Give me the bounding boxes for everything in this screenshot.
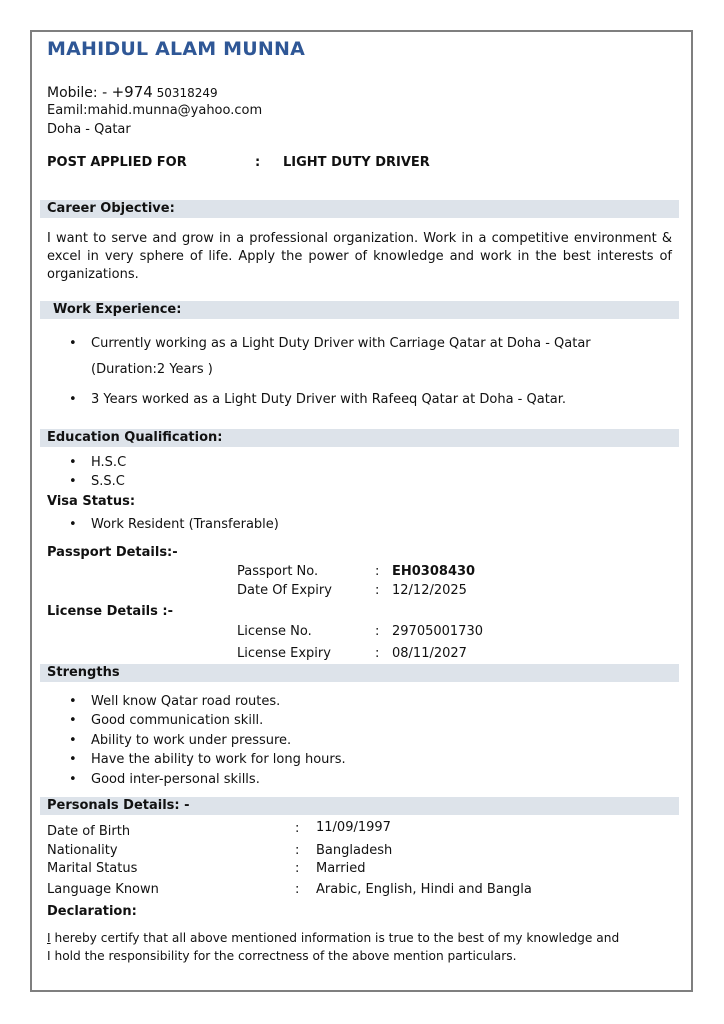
personal-value-dob: 11/09/1997 bbox=[316, 820, 391, 835]
passport-expiry-colon: : bbox=[375, 583, 380, 598]
passport-no-colon: : bbox=[375, 564, 380, 579]
declaration-line-1 bbox=[47, 931, 619, 945]
location-line: Doha - Qatar bbox=[47, 122, 131, 137]
career-objective-band bbox=[40, 200, 679, 218]
strength-item: • Good inter-personal skills. bbox=[91, 772, 260, 787]
declaration-first-letter: I bbox=[47, 931, 51, 945]
education-heading: Education Qualification: bbox=[47, 430, 223, 445]
personal-value-nationality: Bangladesh bbox=[316, 843, 393, 858]
strengths-heading: Strengths bbox=[47, 665, 120, 680]
post-applied-label: POST APPLIED FOR bbox=[47, 155, 187, 170]
license-no-label: License No. bbox=[237, 624, 312, 639]
email-line: Eamil:mahid.munna@yahoo.com bbox=[47, 103, 263, 118]
mobile-label: Mobile: - bbox=[47, 85, 112, 101]
personal-details-band bbox=[40, 797, 679, 815]
declaration-heading: Declaration: bbox=[47, 904, 137, 919]
work-experience-band bbox=[40, 301, 679, 319]
work-experience-heading: Work Experience: bbox=[53, 302, 182, 317]
work-item-1-line-1: • Currently working as a Light Duty Driver with Carriage Qatar at Doha - Qatar bbox=[91, 336, 591, 351]
license-expiry-value: 08/11/2027 bbox=[392, 646, 467, 661]
license-expiry-label: License Expiry bbox=[237, 646, 331, 661]
career-objective-text: I want to serve and grow in a professional organization. Work in a competitive environment & excel in very sphere of life. Apply the power of knowledge and work in the best interests of organizations. bbox=[47, 231, 672, 282]
strength-item: • Ability to work under pressure. bbox=[91, 733, 291, 748]
license-no-colon: : bbox=[375, 624, 380, 639]
personal-colon: : bbox=[295, 821, 300, 836]
post-applied-value: LIGHT DUTY DRIVER bbox=[283, 155, 430, 170]
education-band bbox=[40, 429, 679, 447]
personal-colon: : bbox=[295, 843, 300, 858]
strength-item: • Good communication skill. bbox=[91, 713, 263, 728]
license-heading: License Details :- bbox=[47, 604, 173, 619]
strengths-band bbox=[40, 664, 679, 682]
education-item: • H.S.C bbox=[91, 455, 126, 470]
mobile-line bbox=[47, 83, 218, 101]
passport-expiry-value: 12/12/2025 bbox=[392, 583, 467, 598]
passport-heading: Passport Details:- bbox=[47, 545, 178, 560]
passport-no-label: Passport No. bbox=[237, 564, 319, 579]
personal-label-dob: Date of Birth bbox=[47, 824, 131, 839]
personal-label-nationality: Nationality bbox=[47, 843, 118, 858]
passport-expiry-label: Date Of Expiry bbox=[237, 583, 332, 598]
personal-colon: : bbox=[295, 861, 300, 876]
license-expiry-colon: : bbox=[375, 646, 380, 661]
visa-status-heading: Visa Status: bbox=[47, 494, 136, 509]
personal-details-heading: Personals Details: - bbox=[47, 798, 190, 813]
license-no-value: 29705001730 bbox=[392, 624, 483, 639]
career-objective-heading: Career Objective: bbox=[47, 201, 175, 216]
personal-label-language: Language Known bbox=[47, 882, 159, 897]
declaration-line-1-text: hereby certify that all above mentioned information is true to the best of my knowledge and bbox=[50, 931, 620, 945]
post-applied-colon: : bbox=[255, 155, 261, 170]
declaration-line-2: I hold the responsibility for the correctness of the above mention particulars. bbox=[47, 949, 517, 963]
education-item: • S.S.C bbox=[91, 474, 125, 489]
strength-item: • Have the ability to work for long hours. bbox=[91, 752, 346, 767]
mobile-number: 50318249 bbox=[152, 86, 218, 100]
work-item-1-line-2: (Duration:2 Years ) bbox=[91, 362, 213, 377]
strength-item: • Well know Qatar road routes. bbox=[91, 694, 280, 709]
personal-value-marital: Married bbox=[316, 861, 366, 876]
work-item-2: • 3 Years worked as a Light Duty Driver with Rafeeq Qatar at Doha - Qatar. bbox=[91, 392, 566, 407]
mobile-code: +974 bbox=[111, 83, 153, 101]
passport-no-value: EH0308430 bbox=[392, 564, 476, 579]
personal-value-language: Arabic, English, Hindi and Bangla bbox=[316, 882, 532, 897]
candidate-name: MAHIDUL ALAM MUNNA bbox=[47, 38, 305, 60]
visa-status-item: • Work Resident (Transferable) bbox=[91, 517, 279, 532]
personal-label-marital: Marital Status bbox=[47, 861, 138, 876]
personal-colon: : bbox=[295, 882, 300, 897]
